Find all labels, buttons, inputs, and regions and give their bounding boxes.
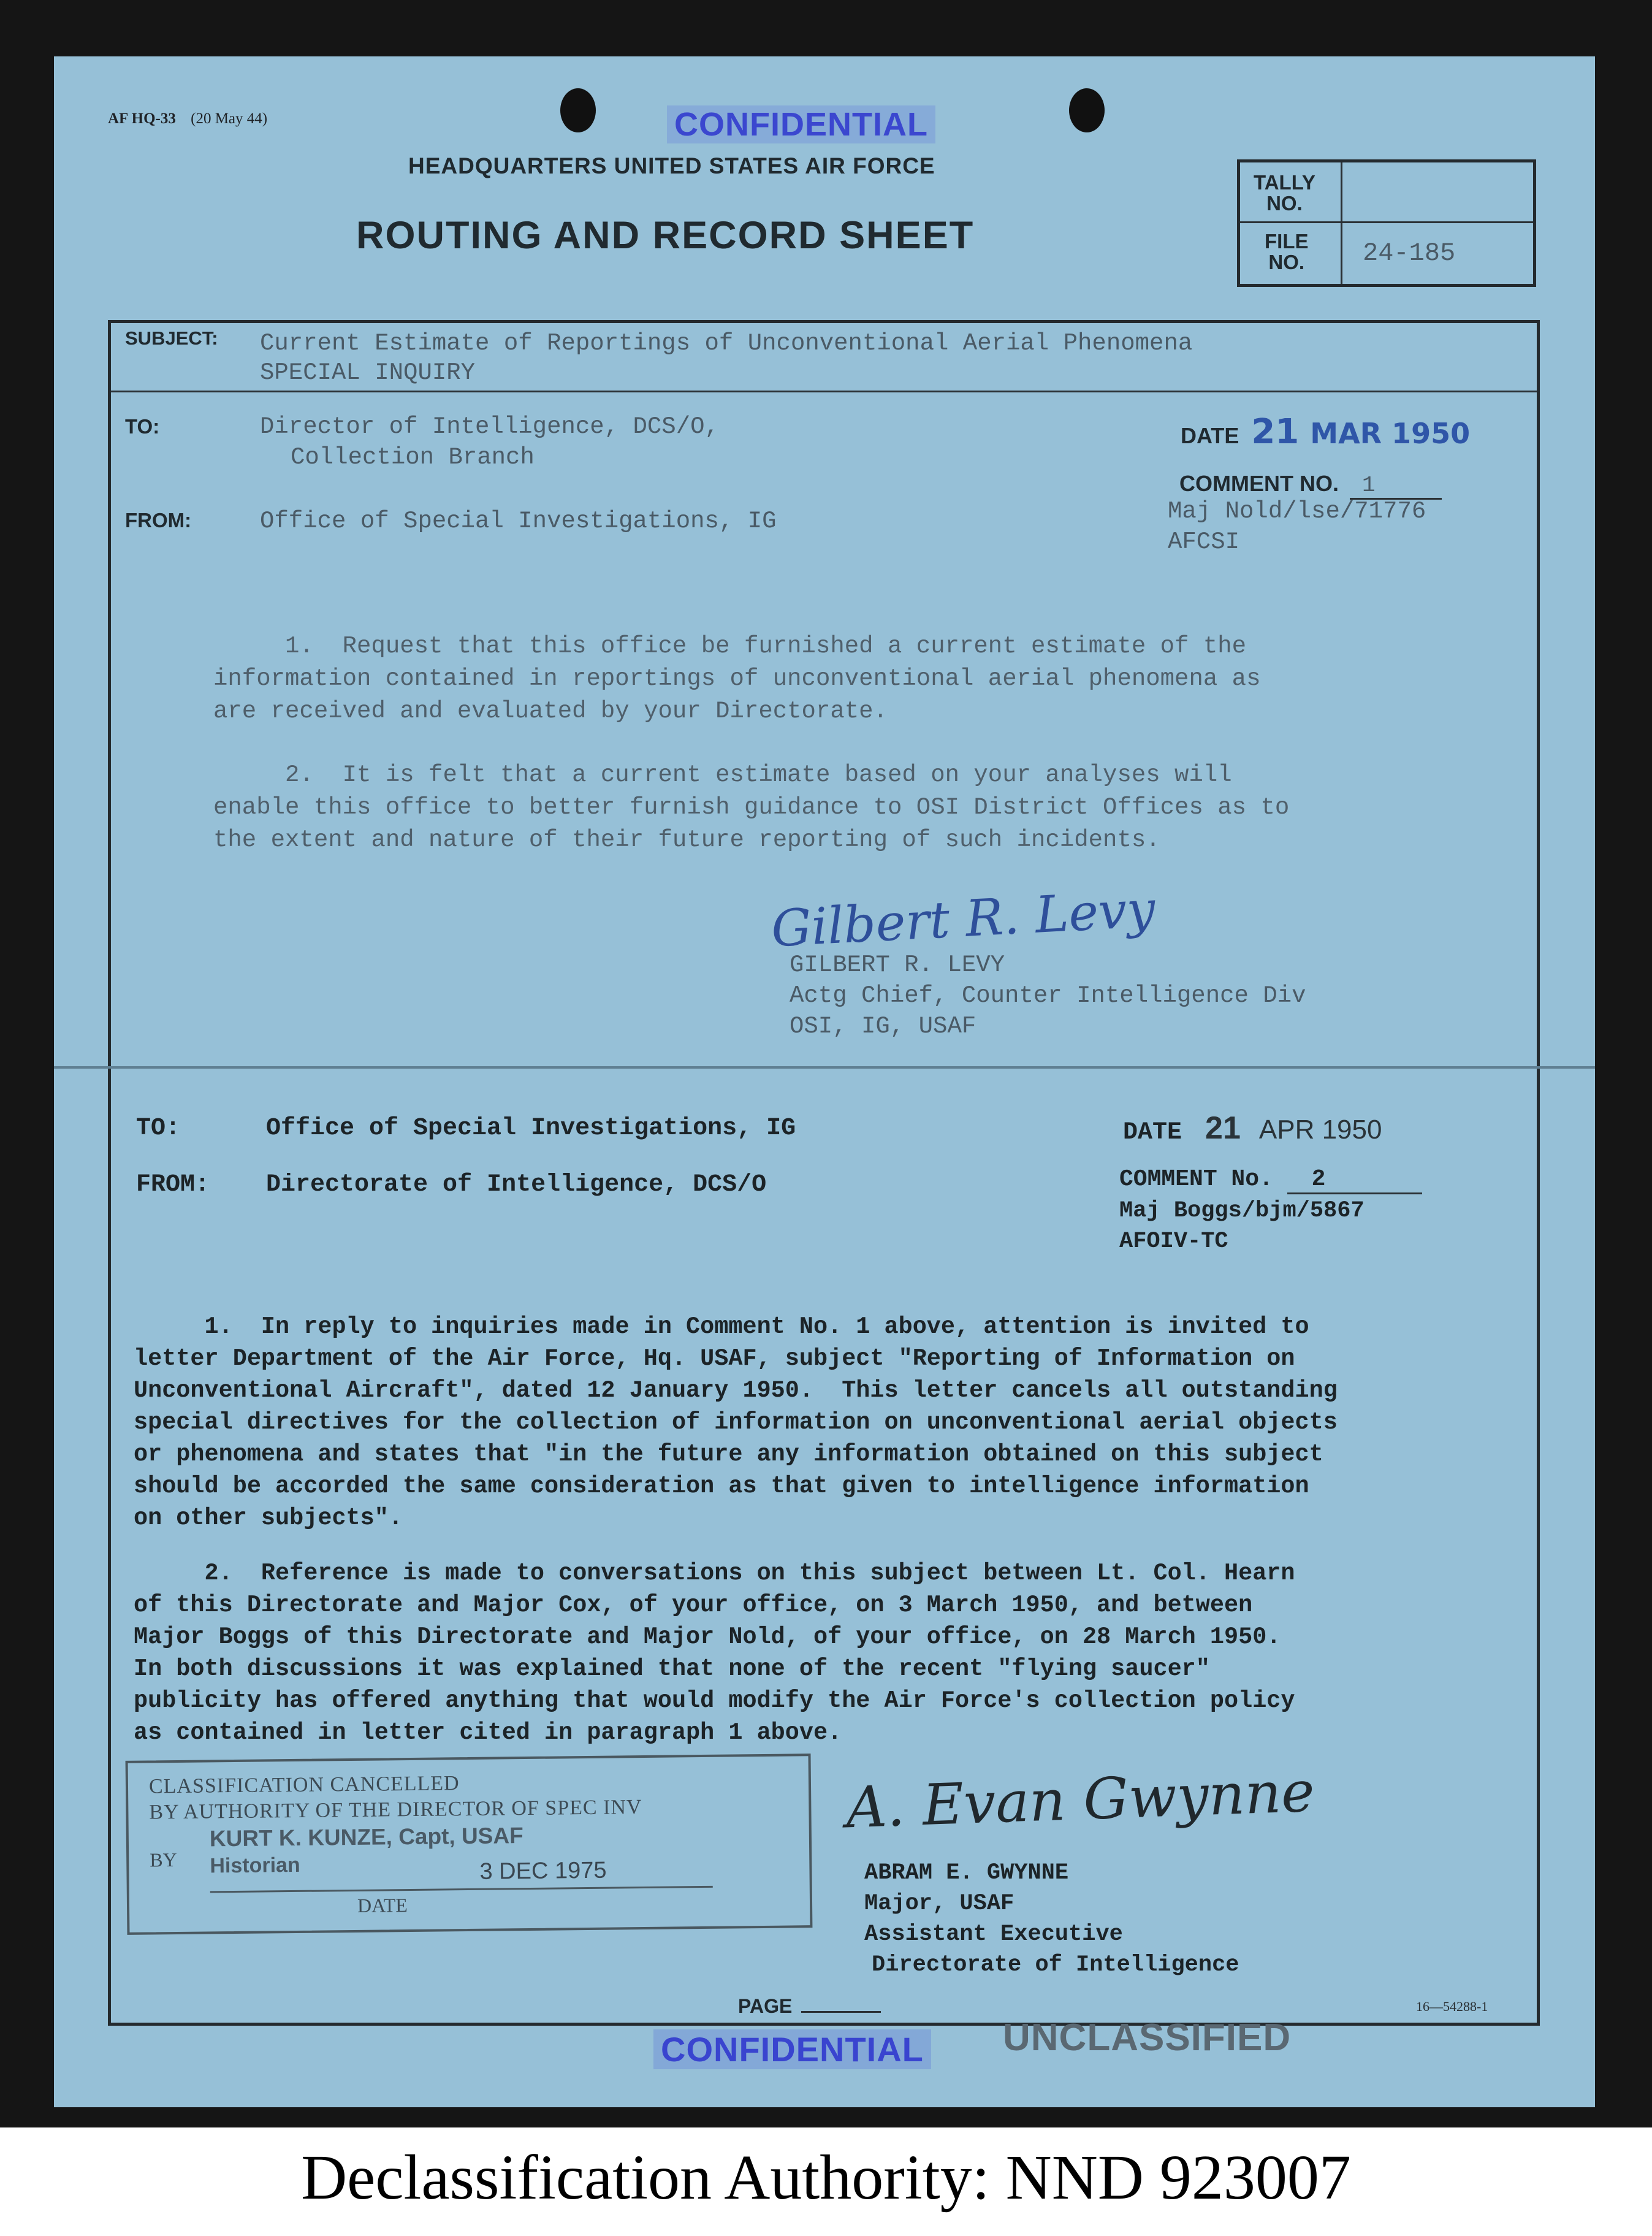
- c1-reference-1: Maj Nold/lse/71776: [1168, 498, 1426, 525]
- tally-label: TALLY NO.: [1254, 171, 1315, 215]
- c1-signer-org: OSI, IG, USAF: [790, 1013, 976, 1040]
- subject-line-2: SPECIAL INQUIRY: [260, 359, 476, 386]
- c1-paragraph-1: 1. Request that this office be furnished a current estimate of the information contained in reportings of unconventional aerial phenomena as are received and evaluated by your Directorate.: [213, 633, 1261, 725]
- declass-date: 3 DEC 1975: [479, 1857, 607, 1885]
- c1-signer-title: Actg Chief, Counter Intelligence Div: [790, 982, 1306, 1009]
- page-label: PAGE: [738, 1995, 793, 2017]
- headquarters-title: HEADQUARTERS UNITED STATES AIR FORCE: [408, 153, 935, 178]
- c2-date-day: 21: [1205, 1110, 1241, 1146]
- c2-to: Office of Special Investigations, IG: [266, 1115, 796, 1142]
- c2-signature: A. Evan Gwynne: [845, 1758, 1316, 1841]
- file-label: FILE NO.: [1265, 230, 1309, 273]
- form-title: ROUTING AND RECORD SHEET: [356, 214, 975, 257]
- c1-comment-no: [1179, 471, 1442, 500]
- comment-divider: [54, 1066, 1595, 1069]
- declass-line-2: BY AUTHORITY OF THE DIRECTOR OF SPEC INV: [149, 1796, 642, 1824]
- punch-hole-left: [560, 88, 596, 132]
- c1-reference-2: AFCSI: [1168, 528, 1240, 555]
- c1-to-label: TO:: [125, 415, 160, 438]
- c2-signer-title: Assistant Executive: [864, 1921, 1123, 1947]
- c1-comment-value: 1: [1350, 473, 1442, 500]
- c1-from-label: FROM:: [125, 509, 192, 532]
- c1-from: Office of Special Investigations, IG: [260, 508, 777, 535]
- declass-officer-title: Historian: [210, 1853, 300, 1878]
- c1-date-rest: MAR 1950: [1310, 417, 1471, 450]
- c1-date-day: 21: [1251, 412, 1300, 452]
- c1-signer-name: GILBERT R. LEVY: [790, 952, 1005, 979]
- subject-label: SUBJECT:: [125, 327, 218, 349]
- form-number: 16—54288-1: [1416, 1999, 1488, 2014]
- declass-by-label: BY: [150, 1848, 177, 1871]
- routing-record-sheet: [54, 56, 1595, 2107]
- c1-date: [1181, 412, 1470, 452]
- page-field: [738, 1995, 881, 2018]
- form-code-number: AF HQ-33: [108, 110, 176, 127]
- tally-file-box: [1237, 159, 1536, 287]
- c2-comment-no: [1119, 1166, 1422, 1194]
- c2-signer-rank: Major, USAF: [864, 1891, 1014, 1917]
- declassification-stamp: [126, 1753, 813, 1935]
- c2-from: Directorate of Intelligence, DCS/O: [266, 1171, 767, 1199]
- c1-to-line-1: Director of Intelligence, DCS/O,: [260, 413, 719, 440]
- file-number: 24-185: [1363, 238, 1456, 268]
- c2-date-label: DATE: [1123, 1119, 1182, 1147]
- form-code: [108, 110, 267, 128]
- form-edition: (20 May 44): [191, 110, 268, 127]
- c2-reference-1: Maj Boggs/bjm/5867: [1119, 1198, 1365, 1224]
- subject-line-1: Current Estimate of Reportings of Unconventional Aerial Phenomena: [260, 330, 1193, 357]
- confidential-stamp-top: CONFIDENTIAL: [667, 105, 935, 143]
- c2-reference-2: AFOIV-TC: [1119, 1229, 1228, 1254]
- confidential-stamp-bottom: CONFIDENTIAL: [653, 2029, 931, 2069]
- c2-paragraph-1: 1. In reply to inquiries made in Comment No. 1 above, attention is invited to letter Department of the Air Force, Hq. USAF, subject "Reporting of Information on Unconventional Aircraft", dated 12 January 1950. This letter cancels all outstanding special directives for the collection of information on unconventional aerial objects or phenomena and states that "in the future any information obtained on this subject should be accorded the same consideration as that given to intelligence information on other subjects".: [134, 1313, 1338, 1532]
- c1-comment-label: COMMENT NO.: [1179, 471, 1339, 496]
- c1-paragraph-2: 2. It is felt that a current estimate based on your analyses will enable this office to better furnish guidance to OSI District Offices as to the extent and nature of their future reporting of such incidents.: [213, 761, 1290, 853]
- c2-signer-org: Directorate of Intelligence: [872, 1952, 1239, 1978]
- c1-to-line-2: Collection Branch: [291, 444, 535, 471]
- c2-comment-label: COMMENT No.: [1119, 1166, 1273, 1192]
- c1-signature: Gilbert R. Levy: [769, 880, 1157, 959]
- subject-divider: [111, 391, 1537, 392]
- punch-hole-right: [1069, 88, 1105, 132]
- c1-date-label: DATE: [1181, 423, 1239, 448]
- c2-to-label: TO:: [136, 1115, 181, 1142]
- c2-comment-value: 2: [1287, 1166, 1422, 1194]
- declass-officer: KURT K. KUNZE, Capt, USAF: [209, 1823, 523, 1852]
- declass-date-label: DATE: [357, 1894, 408, 1917]
- c2-from-label: FROM:: [136, 1171, 210, 1199]
- c2-signer-name: ABRAM E. GWYNNE: [864, 1860, 1069, 1886]
- declassification-authority: Declassification Authority: NND 923007: [301, 2142, 1351, 2213]
- c2-paragraph-2: 2. Reference is made to conversations on this subject between Lt. Col. Hearn of this Directorate and Major Cox, of your office, on 3 March 1950, and between Major Boggs of this Directorate and Major Nold, of your office, on 28 March 1950. In both discussions it was explained that none of the recent "flying saucer" publicity has offered anything that would modify the Air Force's collection policy as contained in letter cited in paragraph 1 above.: [134, 1560, 1295, 1746]
- declass-line-1: CLASSIFICATION CANCELLED: [148, 1772, 460, 1798]
- unclassified-stamp: UNCLASSIFIED: [1003, 2017, 1292, 2059]
- c2-date: [1123, 1110, 1382, 1147]
- c2-date-rest: APR 1950: [1258, 1115, 1382, 1145]
